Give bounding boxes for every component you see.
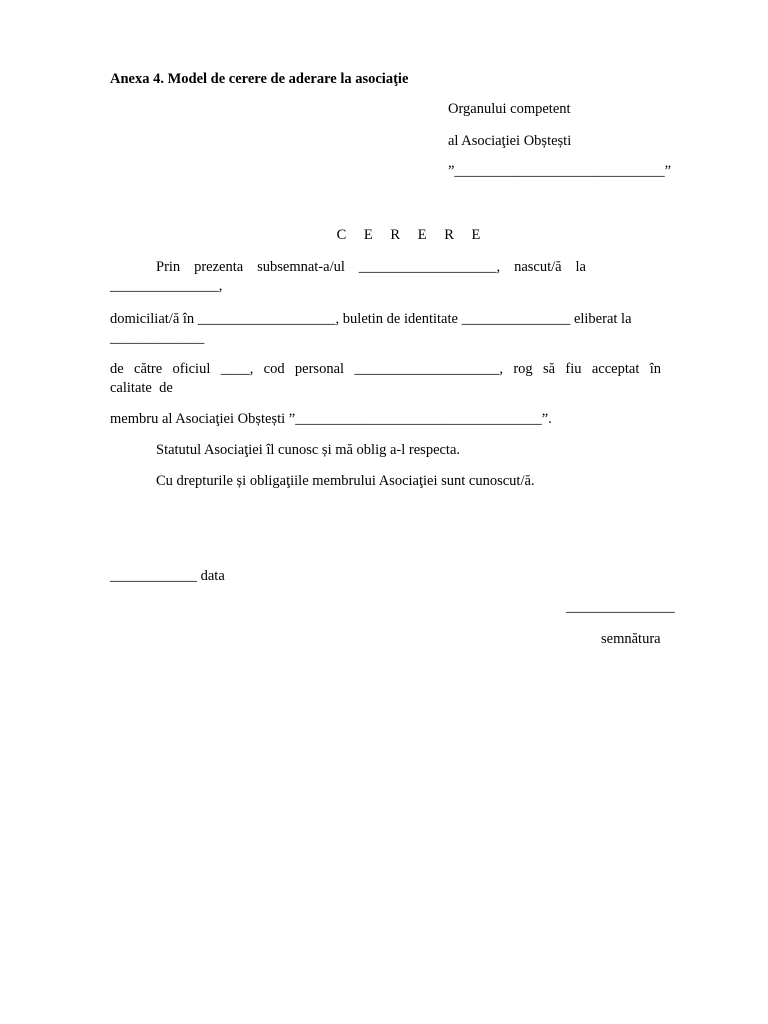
word: rog (513, 361, 533, 377)
word: ____, (220, 361, 254, 377)
word: de (110, 361, 124, 377)
addressee-line-1: Organului competent (448, 101, 571, 117)
word: oficiul (172, 361, 211, 377)
signature-line: _______________ (566, 599, 675, 615)
paragraph-3-line-2: calitate de (110, 380, 173, 396)
word: Prin (156, 259, 181, 275)
word: în (649, 361, 661, 377)
date-field: ____________ data (110, 568, 225, 584)
paragraph-1-line-2: _______________, (110, 278, 223, 294)
paragraph-2-line-2: _____________ (110, 330, 205, 346)
paragraph-1-line-1 (156, 258, 586, 276)
paragraph-2-line-1: domiciliat/ă în ___________________, buletin de identitate _______________ eliberat la (110, 311, 632, 327)
paragraph-4: membru al Asociaţiei Obștești ”__________________________________”. (110, 411, 552, 427)
word: personal (294, 361, 345, 377)
word: ____________________, (354, 361, 503, 377)
paragraph-3-line-1 (110, 360, 661, 378)
paragraph-5: Statutul Asociaţiei îl cunosc și mă oblig a-l respecta. (156, 442, 461, 458)
signature-label: semnătura (601, 631, 661, 647)
word: subsemnat-a/ul (257, 259, 345, 275)
word: la (575, 259, 586, 275)
word: ___________________, (358, 259, 501, 275)
word: către (134, 361, 163, 377)
paragraph-6: Cu drepturile și obligaţiile membrului Asociaţiei sunt cunoscut/ă. (156, 473, 535, 489)
word: fiu (565, 361, 582, 377)
word: nascut/ă (514, 259, 562, 275)
document-heading: Anexa 4. Model de cerere de aderare la asociaţie (110, 71, 409, 87)
word: cod (263, 361, 285, 377)
addressee-line-3: ”_____________________________” (448, 163, 672, 179)
addressee-line-2: al Asociaţiei Obștești (448, 133, 572, 149)
word: prezenta (194, 259, 244, 275)
word: să (543, 361, 556, 377)
document-title: C E R E R E (336, 227, 488, 243)
word: acceptat (591, 361, 640, 377)
